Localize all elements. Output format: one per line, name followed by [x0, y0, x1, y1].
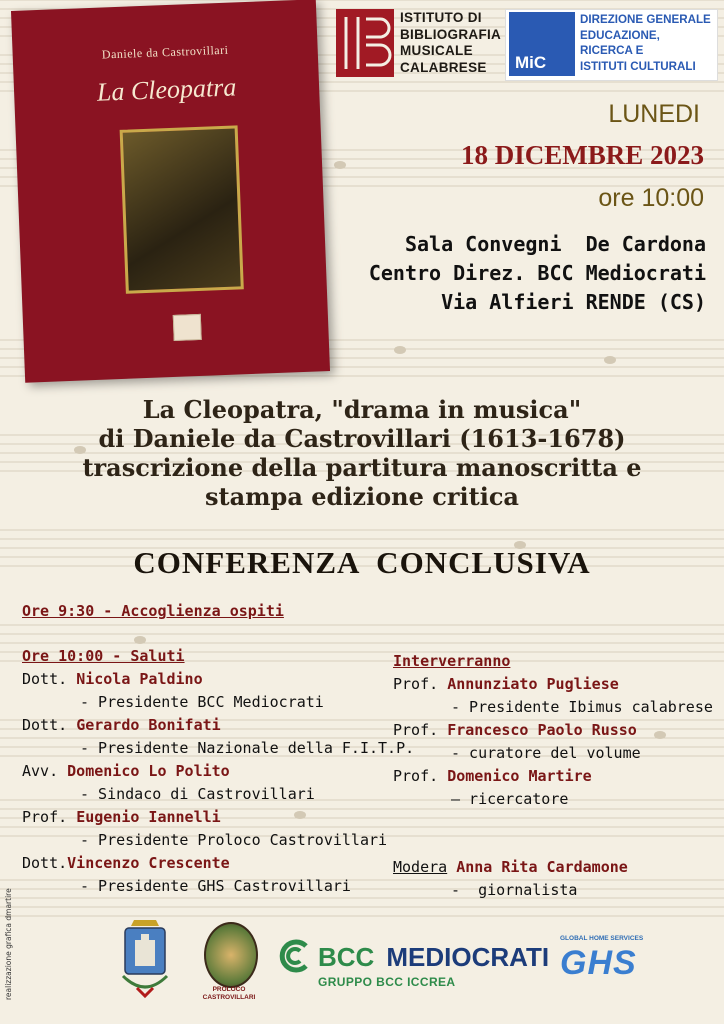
ibimus-line: ISTITUTO DI [400, 10, 482, 25]
graphic-credit: realizzazione grafica dmartire [4, 888, 13, 1000]
castrovillari-crest [117, 918, 173, 1000]
speaker-role: - Presidente GHS Castrovillari [80, 877, 351, 895]
bcc-mediocrati-logo [318, 942, 549, 973]
mic-line: EDUCAZIONE, [580, 28, 660, 42]
mic-directorate-name [580, 12, 711, 74]
speaker-title: Avv. [22, 762, 68, 780]
event-time: ore 10:00 [598, 184, 704, 212]
speaker-row [22, 760, 414, 783]
mic-mark: MiC [515, 53, 547, 72]
book-publisher-logo [173, 314, 202, 341]
speaker-row [22, 806, 414, 829]
ibimus-name [400, 10, 501, 76]
speaker-role: - Presidente Proloco Castrovillari [80, 831, 388, 849]
mic-line: ISTITUTI CULTURALI [580, 59, 696, 73]
mediocrati-name: MEDIOCRATI [386, 942, 550, 972]
ibimus-line: BIBLIOGRAFIA [400, 26, 502, 42]
greetings-heading: Ore 10:00 - Saluti [22, 647, 185, 665]
speaker-title: Dott. [22, 670, 77, 688]
moderator-role: - giornalista [451, 881, 578, 899]
bcc-group-name: GRUPPO BCC ICCREA [318, 975, 456, 989]
speaker-role: - Sindaco di Castrovillari [80, 785, 315, 803]
speaker-role: - Presidente Nazionale della F.I.T.P. [80, 739, 415, 757]
speaker-name: Gerardo Bonifati [76, 716, 221, 734]
title-line: stampa edizione critica [205, 482, 519, 511]
speaker-role: - Presidente BCC Mediocrati [80, 693, 324, 711]
moderator-row [393, 856, 628, 879]
speaker-title: Dott. [22, 716, 77, 734]
speaker-name: Nicola Paldino [76, 670, 203, 688]
title-line: trascrizione della partitura manoscritta e [82, 453, 642, 482]
moderator-block [393, 856, 628, 902]
book-illustration [120, 125, 244, 293]
speaker-row [22, 714, 414, 737]
book-title: La Cleopatra [96, 72, 237, 107]
speaker-row [393, 719, 713, 742]
speaker-name: Domenico Lo Polito [67, 762, 230, 780]
book-cover [11, 0, 330, 383]
program-left-column [22, 600, 414, 898]
event-date: 18 DICEMBRE 2023 [460, 140, 704, 170]
bcc-name: BCC [318, 942, 375, 972]
speaker-row [22, 852, 414, 875]
venue-line: Via Alfieri RENDE (CS) [441, 290, 706, 314]
speaker-title: Dott. [22, 854, 68, 872]
event-day: LUNEDI [608, 100, 700, 128]
venue-line: Sala Convegni De Cardona [404, 232, 706, 256]
speaker-name: Francesco Paolo Russo [447, 721, 637, 739]
title-line: di Daniele da Castrovillari (1613-1678) [98, 424, 626, 453]
mic-logo [509, 12, 575, 76]
speaker-title: Prof. [393, 675, 448, 693]
speaker-title: Prof. [393, 767, 448, 785]
speaker-row [393, 673, 713, 696]
speaker-row [22, 668, 414, 691]
bcc-logo-icon [276, 938, 312, 974]
speaker-title: Prof. [22, 808, 77, 826]
conference-heading: CONFERENZA CONCLUSIVA [133, 545, 591, 580]
event-venue [369, 230, 706, 317]
event-title [0, 395, 724, 511]
proloco-logo [204, 922, 258, 988]
moderator-label: Modera [393, 858, 448, 876]
speaker-name: Annunziato Pugliese [447, 675, 619, 693]
mic-line: DIREZIONE GENERALE [580, 13, 711, 26]
proloco-name: PROLOCO CASTROVILLARI [202, 986, 256, 1001]
speaker-role: - Presidente Ibimus calabrese [451, 698, 713, 716]
title-line: La Cleopatra, "drama in musica" [142, 395, 582, 424]
ibimus-logo [336, 9, 394, 77]
speakers-heading: Interverranno [393, 652, 511, 670]
speaker-name: Domenico Martire [447, 767, 592, 785]
speaker-role: – ricercatore [451, 790, 569, 808]
ghs-tagline: GLOBAL HOME SERVICES [560, 935, 644, 942]
speaker-title: Prof. [393, 721, 448, 739]
ibimus-line: CALABRESE [400, 59, 487, 75]
ibimus-line: MUSICALE [400, 43, 473, 58]
speaker-row [393, 765, 713, 788]
speaker-name: Eugenio Iannelli [76, 808, 221, 826]
welcome-heading: Ore 9:30 - Accoglienza ospiti [22, 602, 284, 620]
speaker-name: Vincenzo Crescente [67, 854, 230, 872]
ghs-logo: GHS [560, 944, 637, 982]
venue-line: Centro Direz. BCC Mediocrati [368, 261, 706, 285]
book-author: Daniele da Castrovillari [101, 42, 229, 62]
program-right-column [393, 650, 713, 811]
speaker-role: - curatore del volume [451, 744, 641, 762]
mic-line: RICERCA E [580, 44, 644, 57]
moderator-name: Anna Rita Cardamone [456, 858, 628, 876]
